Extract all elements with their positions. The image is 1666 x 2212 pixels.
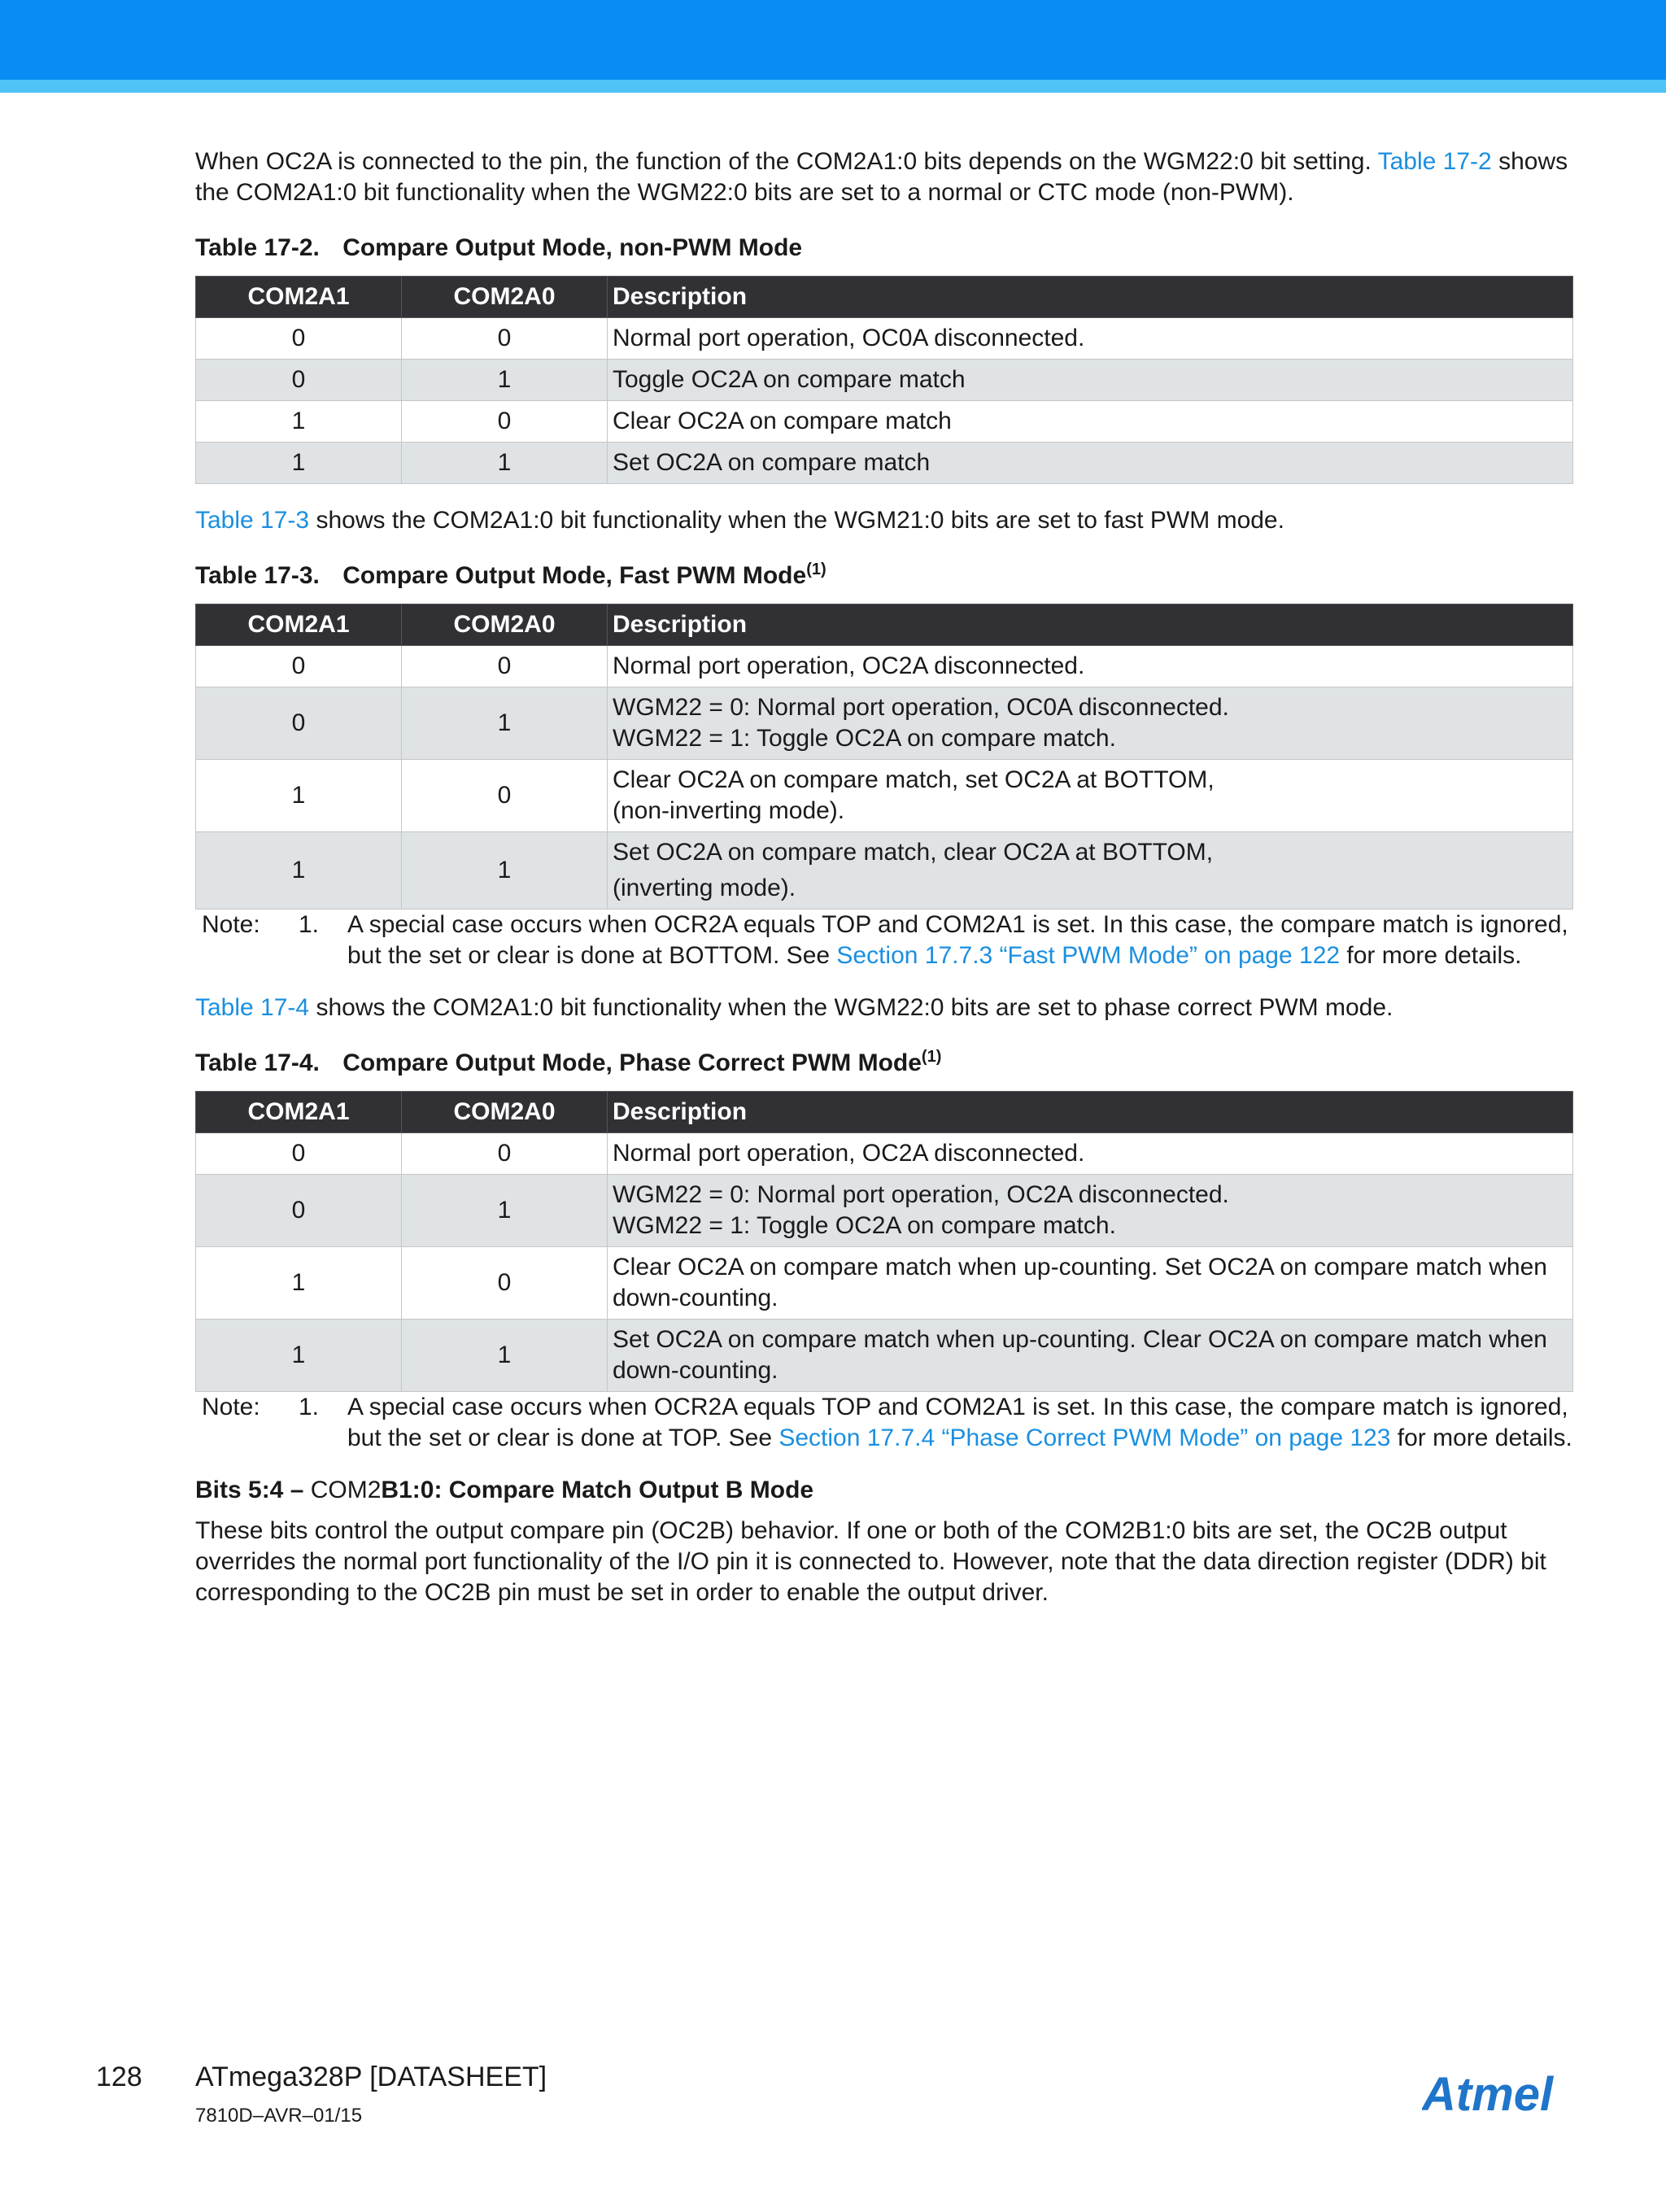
description-line: (inverting mode). <box>613 875 796 901</box>
note-label: Note: <box>202 1394 260 1420</box>
cell-description <box>608 832 1573 910</box>
cell-com2a0: 0 <box>402 1133 608 1175</box>
table-row <box>196 1133 1573 1175</box>
footnote-marker: (1) <box>921 1048 942 1066</box>
note-text-part: A special case occurs when OCR2A equals TOP and COM2A1 is set. In this case, the compare match is ignored, but the set or clear is done at TOP. See <box>347 1394 1568 1451</box>
paragraph-table-17-3 <box>195 505 1573 536</box>
table-header-row <box>196 1092 1573 1133</box>
table-row <box>196 443 1573 484</box>
table-17-2 <box>195 276 1573 484</box>
cell-com2a0: 0 <box>402 318 608 360</box>
table-row <box>196 360 1573 401</box>
description-line: Clear OC2A on compare match when up-counting. Set OC2A on compare match when down-counting. <box>613 1254 1547 1311</box>
bits-5-4-description: These bits control the output compare pin (OC2B) behavior. If one or both of the COM2B1:0 bits are set, the OC2B output overrides the normal port functionality of the I/O pin it is connected to. However, note that the data direction register (DDR) bit corresponding to the OC2B pin must be set in order to enable the output driver. <box>195 1517 1546 1606</box>
cell-com2a1: 0 <box>196 1133 402 1175</box>
link-section-17-7-4[interactable]: Section 17.7.4 “Phase Correct PWM Mode” on page 123 <box>778 1424 1391 1451</box>
paragraph-text: shows the COM2A1:0 bit functionality when the WGM21:0 bits are set to fast PWM mode. <box>309 507 1284 534</box>
cell-com2a0: 0 <box>402 760 608 832</box>
page-content <box>195 146 1573 1608</box>
cell-com2a1: 0 <box>196 646 402 687</box>
note-text-part: for more details. <box>1390 1424 1572 1451</box>
description-line: Set OC2A on compare match when up-counting. Clear OC2A on compare match when down-counting. <box>613 1326 1547 1384</box>
col-header-com2a0: COM2A0 <box>402 604 608 646</box>
table-17-4 <box>195 1091 1573 1392</box>
description-line: Clear OC2A on compare match, set OC2A at BOTTOM, <box>613 766 1215 793</box>
cell-com2a1: 1 <box>196 1320 402 1392</box>
heading-bold-part: B1:0: Compare Match Output B Mode <box>381 1477 814 1503</box>
cell-description <box>608 760 1573 832</box>
table-row <box>196 401 1573 443</box>
col-header-description: Description <box>608 1092 1573 1133</box>
cell-description <box>608 1320 1573 1392</box>
table-title: Compare Output Mode, Phase Correct PWM Mode <box>342 1049 922 1076</box>
table-17-3-caption <box>195 561 1573 591</box>
cell-com2a0: 1 <box>402 360 608 401</box>
description-line: Normal port operation, OC2A disconnected. <box>613 652 1085 679</box>
table-row <box>196 832 1573 910</box>
cell-description <box>608 318 1573 360</box>
cell-description <box>608 443 1573 484</box>
cell-com2a1: 1 <box>196 832 402 910</box>
atmel-logo-mark <box>1422 2068 1572 2122</box>
description-line: (non-inverting mode). <box>613 797 845 824</box>
paragraph-text: shows the COM2A1:0 bit functionality when the WGM22:0 bits are set to phase correct PWM mode. <box>309 994 1393 1021</box>
note-text <box>347 910 1573 971</box>
note-text <box>347 1392 1573 1454</box>
cell-com2a1: 0 <box>196 1175 402 1247</box>
atmel-logo <box>1422 2068 1572 2122</box>
table-header-row <box>196 604 1573 646</box>
note-text-part: for more details. <box>1340 942 1522 969</box>
heading-plain-part: COM2 <box>310 1477 382 1503</box>
description-line: Set OC2A on compare match, clear OC2A at BOTTOM, <box>613 839 1214 866</box>
description-line: WGM22 = 1: Toggle OC2A on compare match. <box>613 1212 1116 1239</box>
intro-text: When OC2A is connected to the pin, the function of the COM2A1:0 bits depends on the WGM22:0 bit setting. <box>195 148 1378 175</box>
link-section-17-7-3[interactable]: Section 17.7.3 “Fast PWM Mode” on page 122 <box>836 942 1341 969</box>
cell-com2a1: 1 <box>196 401 402 443</box>
note-number: 1. <box>299 1394 320 1420</box>
link-table-17-2[interactable]: Table 17-2 <box>1377 148 1492 175</box>
cell-description <box>608 1175 1573 1247</box>
table-row <box>196 1175 1573 1247</box>
col-header-description: Description <box>608 277 1573 318</box>
table-number: Table 17-2. <box>195 234 320 261</box>
cell-com2a0: 1 <box>402 832 608 910</box>
cell-com2a0: 0 <box>402 401 608 443</box>
table-17-3-note <box>195 910 1573 971</box>
description-line: Clear OC2A on compare match <box>613 408 952 434</box>
table-17-4-note <box>195 1392 1573 1454</box>
table-number: Table 17-3. <box>195 562 320 589</box>
cell-com2a0: 1 <box>402 1320 608 1392</box>
table-row <box>196 760 1573 832</box>
table-row <box>196 1320 1573 1392</box>
col-header-com2a0: COM2A0 <box>402 1092 608 1133</box>
cell-com2a0: 0 <box>402 1247 608 1320</box>
page-number: 128 <box>96 2061 142 2092</box>
cell-description <box>608 360 1573 401</box>
description-line: Toggle OC2A on compare match <box>613 366 966 393</box>
note-text-part: A special case occurs when OCR2A equals TOP and COM2A1 is set. In this case, the compare match is ignored, but the set or clear is done at BOTTOM. See <box>347 911 1568 969</box>
cell-description <box>608 646 1573 687</box>
col-header-com2a0: COM2A0 <box>402 277 608 318</box>
cell-com2a1: 0 <box>196 360 402 401</box>
cell-com2a0: 1 <box>402 687 608 760</box>
description-line: Set OC2A on compare match <box>613 449 931 476</box>
cell-description <box>608 401 1573 443</box>
footnote-marker: (1) <box>806 561 826 578</box>
intro-text-2: shows the COM2A1:0 bit functionality when the WGM22:0 bits are set to a normal or CTC mode (non-PWM). <box>195 148 1568 206</box>
note-label: Note: <box>202 911 260 938</box>
cell-com2a1: 0 <box>196 318 402 360</box>
description-line: Normal port operation, OC2A disconnected. <box>613 1140 1085 1167</box>
link-table-17-3[interactable]: Table 17-3 <box>195 507 310 534</box>
header-stripe <box>0 80 1666 93</box>
table-title: Compare Output Mode, non-PWM Mode <box>342 234 803 261</box>
paragraph-table-17-4 <box>195 993 1573 1023</box>
table-17-3 <box>195 604 1573 910</box>
heading-bold-part: Bits 5:4 – <box>195 1477 311 1503</box>
description-line: Normal port operation, OC0A disconnected. <box>613 325 1085 351</box>
link-table-17-4[interactable]: Table 17-4 <box>195 994 310 1021</box>
cell-com2a1: 0 <box>196 687 402 760</box>
col-header-com2a1: COM2A1 <box>196 1092 402 1133</box>
cell-description <box>608 687 1573 760</box>
logo-wordmark: Atmel <box>1422 2068 1554 2121</box>
bits-5-4-heading <box>195 1475 1573 1506</box>
table-row <box>196 1247 1573 1320</box>
doc-id: 7810D–AVR–01/15 <box>195 2105 363 2127</box>
table-row <box>196 646 1573 687</box>
table-title: Compare Output Mode, Fast PWM Mode <box>342 562 807 589</box>
cell-com2a1: 1 <box>196 760 402 832</box>
cell-com2a0: 0 <box>402 646 608 687</box>
table-17-2-caption <box>195 233 1573 264</box>
cell-description <box>608 1247 1573 1320</box>
cell-description <box>608 1133 1573 1175</box>
doc-title: ATmega328P [DATASHEET] <box>195 2061 547 2092</box>
col-header-com2a1: COM2A1 <box>196 604 402 646</box>
col-header-com2a1: COM2A1 <box>196 277 402 318</box>
cell-com2a0: 1 <box>402 443 608 484</box>
table-header-row <box>196 277 1573 318</box>
table-row <box>196 687 1573 760</box>
description-line: WGM22 = 0: Normal port operation, OC0A disconnected. <box>613 694 1229 721</box>
note-number: 1. <box>299 911 320 938</box>
table-row <box>196 318 1573 360</box>
cell-com2a1: 1 <box>196 1247 402 1320</box>
col-header-description: Description <box>608 604 1573 646</box>
table-number: Table 17-4. <box>195 1049 320 1076</box>
description-line: WGM22 = 1: Toggle OC2A on compare match. <box>613 725 1116 752</box>
cell-com2a0: 1 <box>402 1175 608 1247</box>
intro-paragraph <box>195 146 1573 208</box>
cell-com2a1: 1 <box>196 443 402 484</box>
header-bar <box>0 0 1666 80</box>
description-line: WGM22 = 0: Normal port operation, OC2A disconnected. <box>613 1181 1229 1208</box>
table-17-4-caption <box>195 1048 1573 1079</box>
